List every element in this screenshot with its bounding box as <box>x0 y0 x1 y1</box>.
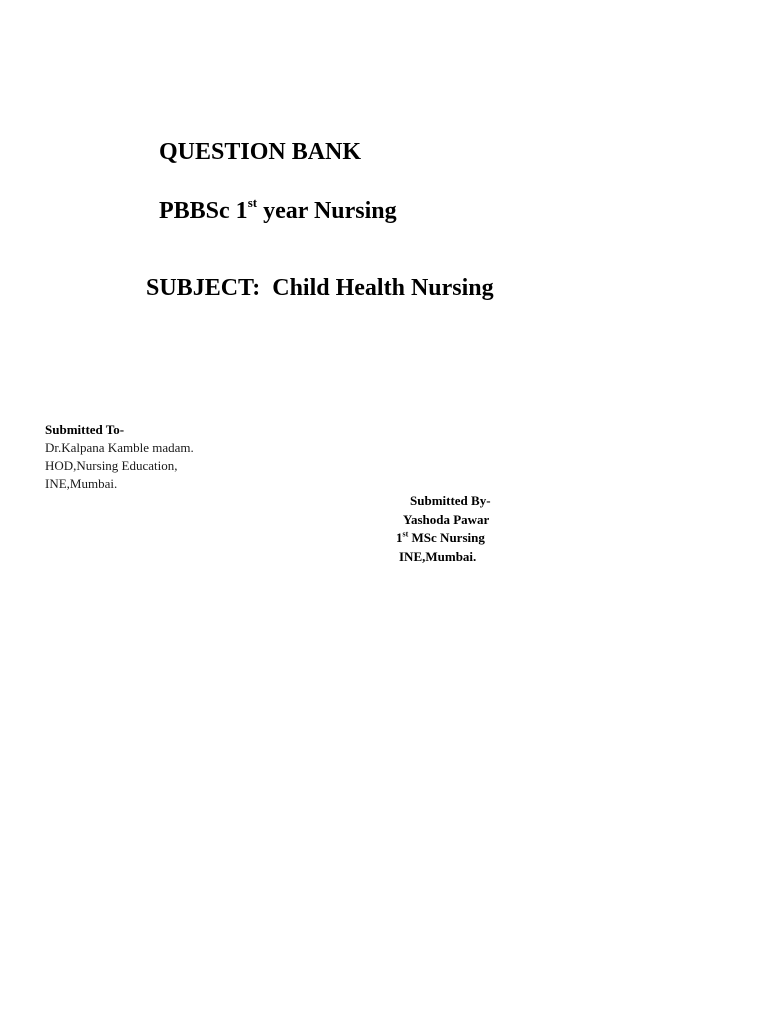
submitted-by-course-prefix: 1 <box>396 530 403 545</box>
submitted-by-course-suffix: MSc Nursing <box>408 530 485 545</box>
submitted-to-heading: Submitted To- <box>45 422 125 437</box>
course-line <box>159 197 397 225</box>
document-title: QUESTION BANK <box>159 139 362 165</box>
submitted-by-heading: Submitted By- <box>410 493 491 508</box>
submitted-by-course-superscript: st <box>402 529 409 539</box>
submitted-by-name: Yashoda Pawar <box>403 512 490 527</box>
course-superscript: st <box>247 195 258 210</box>
course-prefix: PBBSc 1 <box>159 198 248 224</box>
submitted-to-line: INE,Mumbai. <box>45 476 118 491</box>
course-suffix: year Nursing <box>257 198 397 224</box>
submitted-to-line: Dr.Kalpana Kamble madam. <box>45 440 194 455</box>
submitted-to-line: HOD,Nursing Education, <box>45 458 178 473</box>
submitted-by-course <box>396 529 485 547</box>
subject-line: SUBJECT: Child Health Nursing <box>146 275 494 301</box>
submitted-by-institute: INE,Mumbai. <box>399 549 477 564</box>
